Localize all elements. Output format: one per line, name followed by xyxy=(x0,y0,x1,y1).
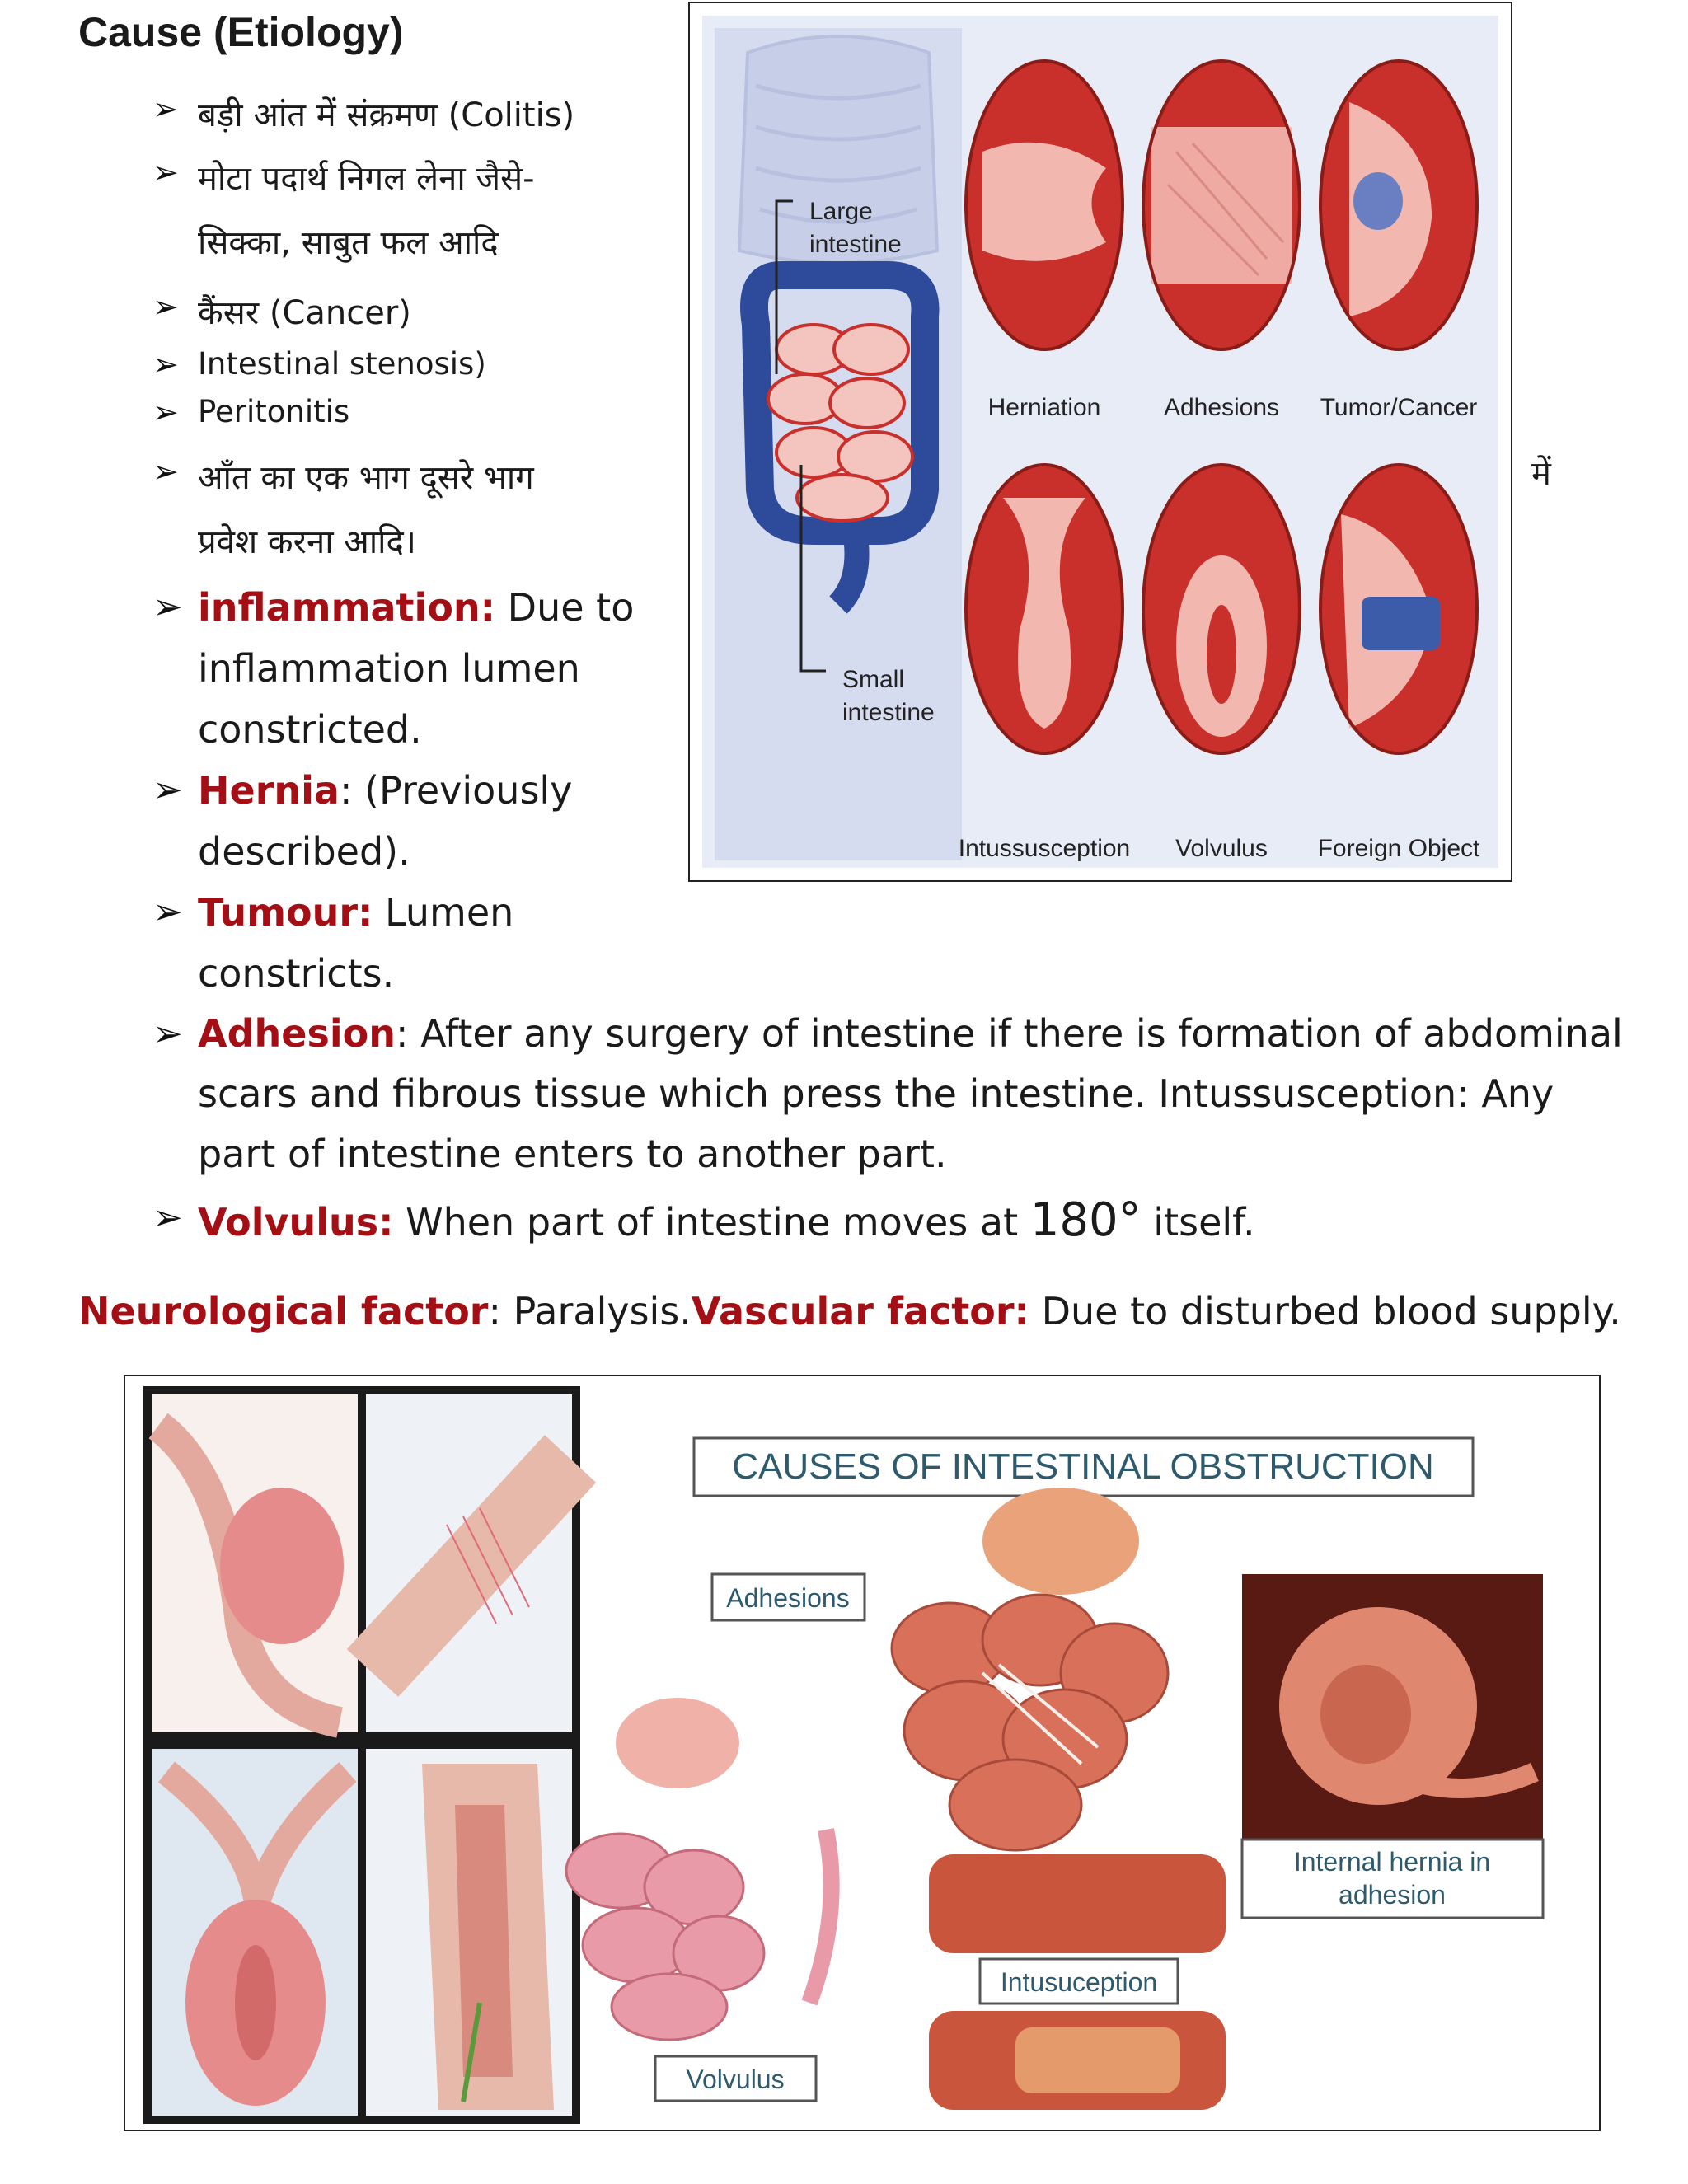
arrow-bullet-icon: ➢ xyxy=(152,586,183,628)
panel-herniation xyxy=(966,61,1123,349)
volvulus-item: ➢ Volvulus: When part of intestine moves at 180° itself. xyxy=(152,1193,1255,1247)
inflammation-item: ➢ inflammation: Due to inflammation lumen constricted. xyxy=(152,577,680,760)
panel-label: Tumor/Cancer xyxy=(1320,394,1478,421)
label-large-2: intestine xyxy=(809,231,902,258)
arrow-bullet-icon: ➢ xyxy=(152,288,179,325)
label-small-1: Small xyxy=(842,666,905,693)
label-small-2: intestine xyxy=(842,699,935,726)
factors-line: Neurological factor: Paralysis.Vascular factor: Due to disturbed blood supply. xyxy=(78,1289,1621,1333)
panel-label: Volvulus xyxy=(1175,835,1268,862)
internal-hernia-illustration xyxy=(1242,1574,1543,1842)
arrow-bullet-icon: ➢ xyxy=(152,346,179,382)
arrow-bullet-icon: ➢ xyxy=(152,1013,183,1055)
volvulus-illustration xyxy=(566,1698,832,2040)
panel-foreign-object xyxy=(1320,465,1477,753)
intussusception-sketch xyxy=(422,1764,554,2110)
hernia-label-2: adhesion xyxy=(1339,1880,1446,1910)
intussusception-label: Intusuception xyxy=(1000,1967,1158,1997)
arrow-bullet-icon: ➢ xyxy=(152,769,183,811)
adhesions-illustration xyxy=(892,1488,1168,1850)
hernia-label-1: Internal hernia in xyxy=(1293,1847,1491,1877)
arrow-bullet-icon: ➢ xyxy=(152,891,183,933)
obstruction-types-figure xyxy=(688,2,1512,882)
adhesions-label: Adhesions xyxy=(726,1583,850,1613)
panel-adhesions xyxy=(1143,61,1300,349)
panel-intussusception xyxy=(966,465,1123,753)
stray-word: में xyxy=(1531,455,1551,493)
page-heading: Cause (Etiology) xyxy=(78,9,404,55)
arrow-bullet-icon: ➢ xyxy=(152,91,179,127)
arrow-bullet-icon: ➢ xyxy=(152,394,179,430)
figure2-title: CAUSES OF INTESTINAL OBSTRUCTION xyxy=(732,1446,1434,1487)
figure2-illustration xyxy=(125,1376,1599,2130)
volvulus-label: Volvulus xyxy=(686,2064,785,2094)
tumour-item: ➢ Tumour: Lumen constricts. xyxy=(152,882,680,1004)
panel-label: Herniation xyxy=(987,394,1101,421)
panel-label: Intussusception xyxy=(958,835,1131,862)
adhesion-item: ➢ Adhesion: After any surgery of intestine if there is formation of abdominal scars and fibrous tissue which press the intestine. Intussusception: Any part of intestine enters to another part. xyxy=(152,1004,1636,1184)
panel-tumor xyxy=(1320,61,1477,349)
hernia-item: ➢ Hernia: (Previously described). xyxy=(152,760,680,882)
causes-figure xyxy=(124,1375,1601,2131)
figure1-illustration xyxy=(690,3,1511,880)
arrow-bullet-icon: ➢ xyxy=(152,154,179,190)
panel-label: Foreign Object xyxy=(1317,835,1480,862)
panel-label: Adhesions xyxy=(1163,394,1280,421)
panel-volvulus xyxy=(1143,465,1300,753)
label-large-1: Large xyxy=(809,198,873,225)
arrow-bullet-icon: ➢ xyxy=(152,1197,183,1239)
arrow-bullet-icon: ➢ xyxy=(152,453,179,490)
cause-details xyxy=(152,577,680,1004)
